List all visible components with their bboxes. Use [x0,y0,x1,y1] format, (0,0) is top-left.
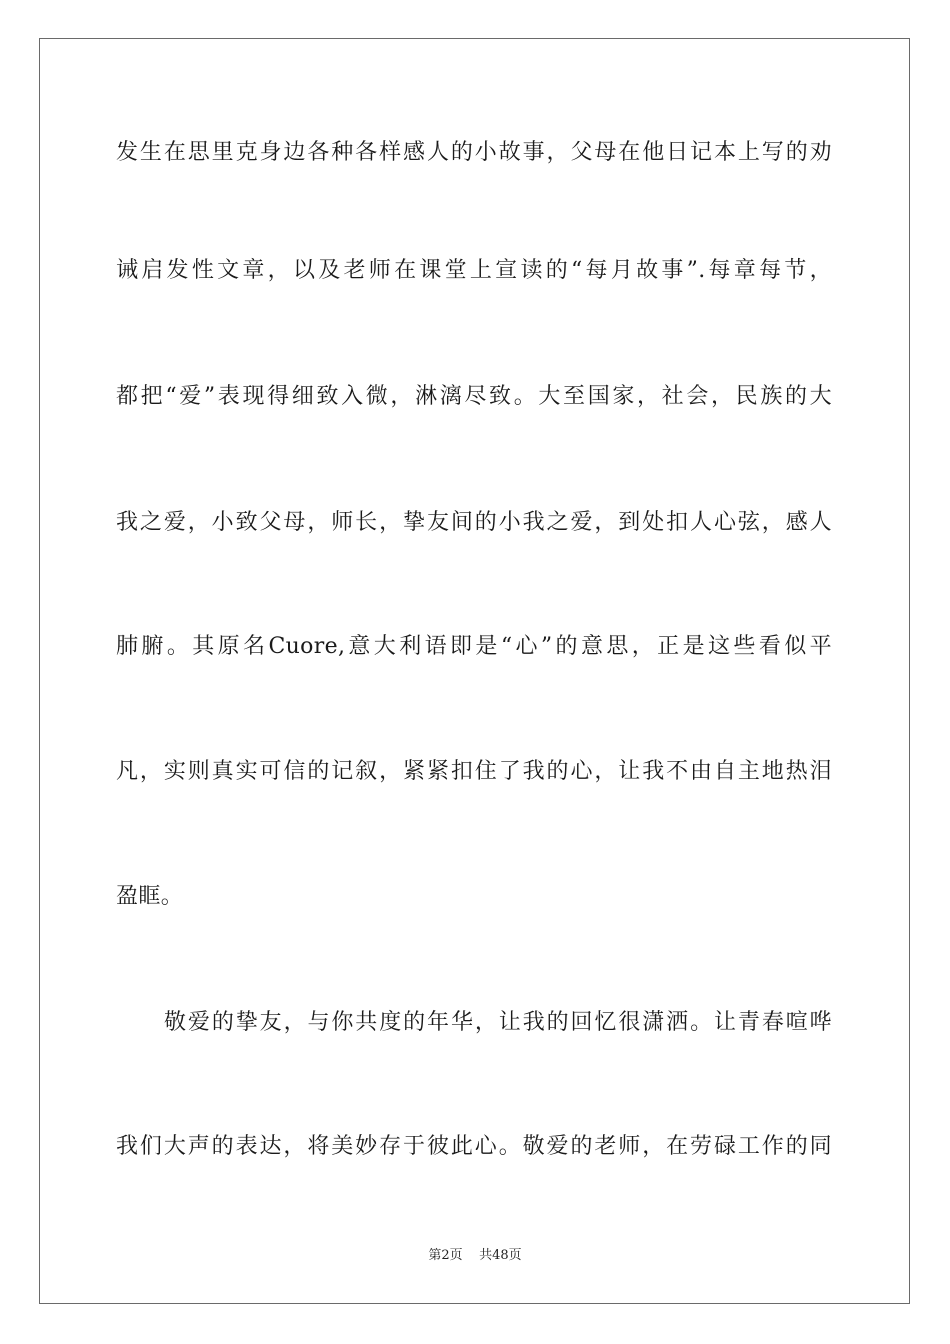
text-line-8: 敬爱的挚友，与你共度的年华，让我的回忆很潇洒。让青春喧哗 [164,1010,832,1035]
text-line-5: 肺腑。其原名Cuore,意大利语即是“心”的意思，正是这些看似平 [116,634,832,659]
text-line-3: 都把“爱”表现得细致入微，淋漓尽致。大至国家，社会，民族的大 [116,384,832,409]
text-line-1: 发生在思里克身边各种各样感人的小故事，父母在他日记本上写的劝 [116,140,832,165]
text-line-7: 盈眶。 [116,884,184,909]
text-line-6: 凡，实则真实可信的记叙，紧紧扣住了我的心，让我不由自主地热泪 [116,759,832,784]
text-line-2: 诫启发性文章，以及老师在课堂上宣读的“每月故事”.每章每节， [116,258,832,283]
page-border [39,38,910,1304]
text-line-4: 我之爱，小致父母，师长，挚友间的小我之爱，到处扣人心弦，感人 [116,510,832,535]
text-line-9: 我们大声的表达，将美妙存于彼此心。敬爱的老师，在劳碌工作的同 [116,1134,832,1159]
page-number-footer: 第2页 共48页 [428,1248,522,1263]
